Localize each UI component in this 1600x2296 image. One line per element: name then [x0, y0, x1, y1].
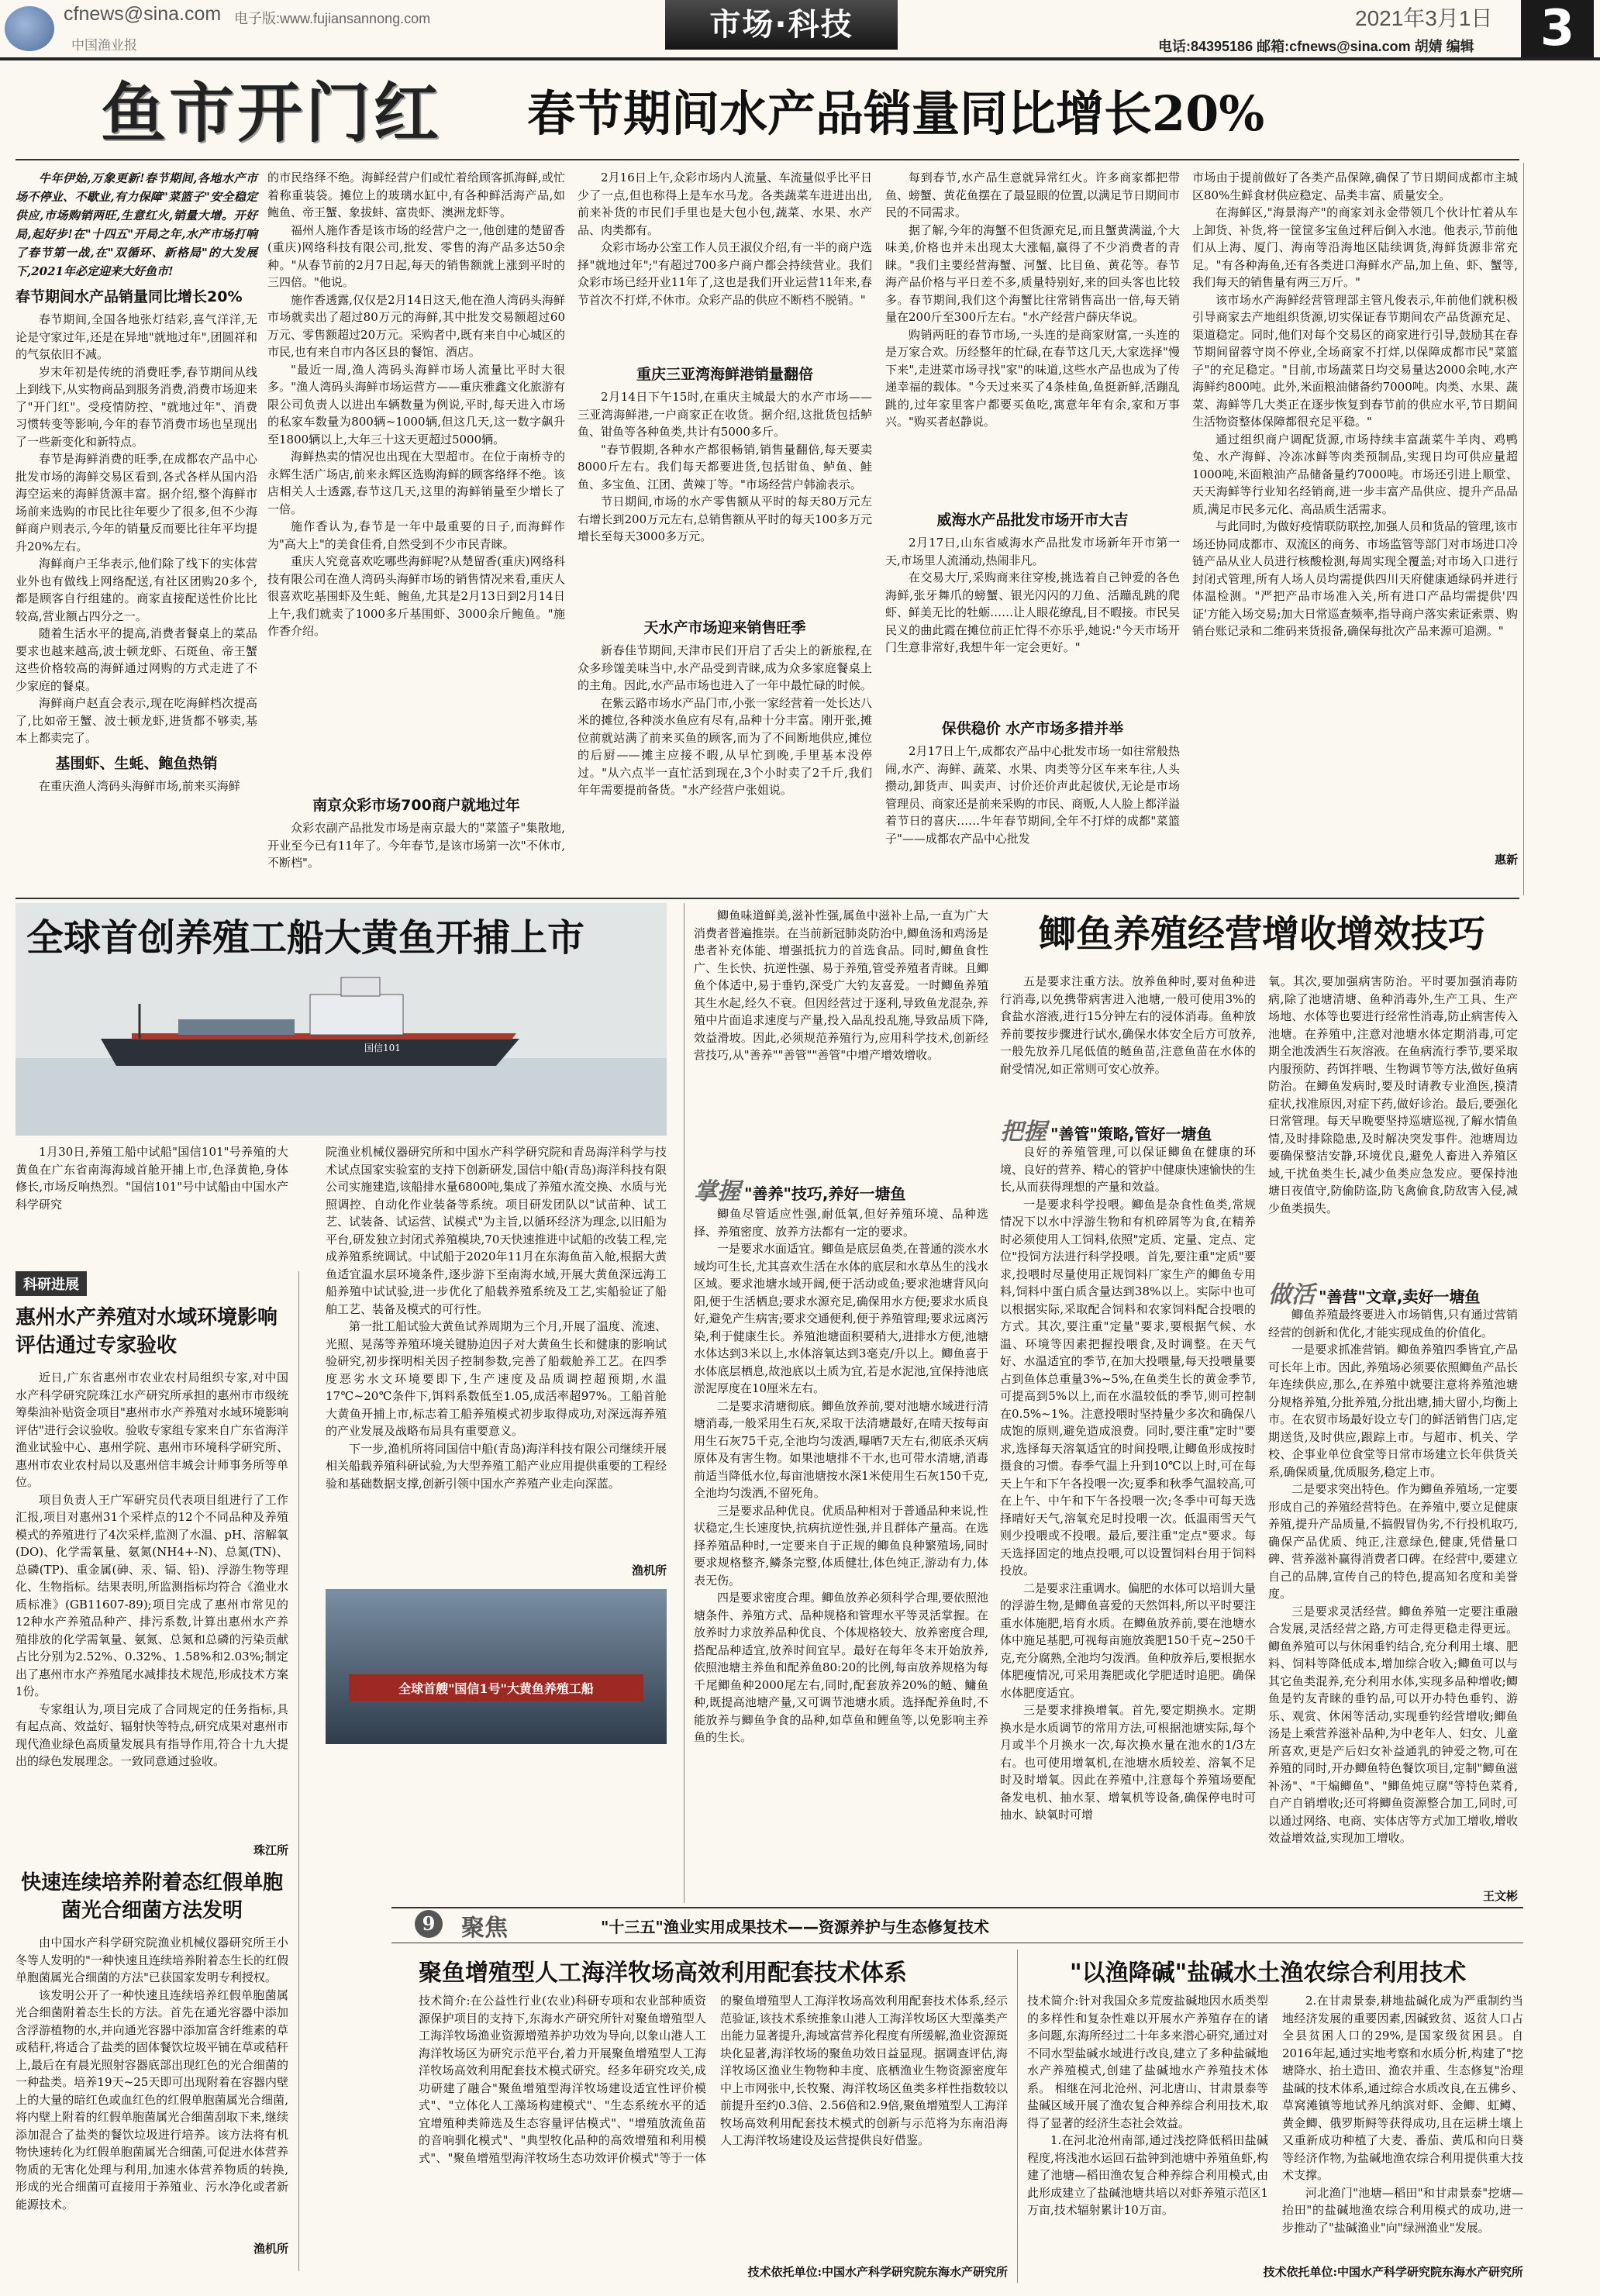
ranch-headline: 聚鱼增殖型人工海洋牧场高效利用配套技术体系: [419, 1960, 907, 1987]
paragraph: 海鲜商户王华表示,他们除了线下的实体营业外也有做线上网络配送,有社区团购20多个,都是顾客自行组建的。商家直接配送性价比比较高,营业额占四分之一。: [16, 557, 257, 623]
lead-subhead-4: 重庆三亚湾海鲜港销量翻倍: [636, 366, 813, 383]
saline-body: [1027, 1992, 1523, 2287]
lead-author: 惠新: [1494, 853, 1518, 867]
crucian-headline: 鲫鱼养殖经营增收增效技巧: [1039, 912, 1486, 956]
series-number: 9: [415, 1910, 443, 1938]
crucian-sec1-kicker: 掌握: [694, 1178, 740, 1205]
paragraph: 节日期间,市场的水产零售额从平时的每天80万元左右增长到200万元左右,总销售额从平时的每天100多万元增长至每天3000多万元。: [578, 495, 872, 543]
research-body-2: [16, 1934, 288, 2240]
paragraph: 每到春节,水产品生意就异常红火。许多商家都把带鱼、螃蟹、黄花鱼摆在了最显眼的位置,以满足节日期间市民的不同需求。: [885, 171, 1180, 219]
crucian-sec3-kicker: 做活: [1268, 1281, 1315, 1308]
crucian-author: 王文彬: [1482, 1889, 1518, 1903]
ranch-body: [419, 1992, 1008, 2287]
lead-body-4: [578, 169, 872, 358]
ship-banner-text: 全球首艘"国信1号"大黄鱼养殖工船: [349, 1674, 643, 1701]
lead-col-1: [16, 169, 257, 890]
paragraph: 市场由于提前做好了各类产品保障,确保了节日期间成都市主城区80%生鲜食材供应稳定、品类丰富、质量安全。: [1192, 171, 1518, 202]
paragraph: 近日,广东省惠州市农业农村局组织专家,对中国水产科学研究院珠江水产研究所承担的惠州市市级统筹柴油补贴资金项目"惠州市水产养殖对水域环境影响评估"进行会议验收。验收专家组专家来自广东省海洋渔业试验中心、惠州学院、惠州市环境科学研究所、惠州市农业农村局以及惠州信丰城会计师事务所等单位。: [16, 1370, 288, 1489]
lead-body-6: [578, 642, 872, 890]
paragraph: 海鲜热卖的情况也出现在大型超市。在位于南桥寺的永辉生活广场店,前来永辉区选购海鲜的顾客络绎不绝。该店相关人士透露,春节这几天,这里的海鲜销量至少增长了一倍。: [267, 450, 565, 516]
saline-headline: "以渔降碱"盐碱水土渔农综合利用技术: [1070, 1960, 1467, 1987]
ship-photo-2: [326, 1589, 667, 1744]
ranch-text: [419, 1992, 1008, 2263]
paragraph: 一是要求抓准营销。鲫鱼养殖四季皆宜,产品可长年上市。因此,养殖场必须要依照鲫鱼产品长年连续供应,那么,在养殖中就要注意将养殖池塘分规格养殖,分批养殖,分批出塘,捕大留小,均衡上市。在农贸市场最好设立专门的鲜活销售门店,定期送货,及时供应,跟踪上市。与超市、机关、学校、企事业单位食堂等日常市场建立长年供货关系,确保质量,优质服务,稳定上市。: [1268, 1343, 1518, 1479]
lead-body-4a: [267, 819, 565, 872]
lead-subhead-6: 威海水产品批发市场开市大吉: [936, 512, 1129, 529]
ship-body-text: [326, 1143, 667, 1562]
paragraph: 众彩市场办公室工作人员王淑仪介绍,有一半的商户选择"就地过年";"有超过700多户商户都会持续营业。我们众彩市场已经开业11年了,这也是我们开业运营11年来,春节首次不打烊,不休市。众彩产品的供应不断档不脱销。": [578, 240, 872, 307]
paragraph: 福州人施作香是该市场的经营户之一,他创建的楚留香(重庆)网络科技有限公司,批发、零售的海产品多达50余种。"从春节前的2月7日起,每天的销售额就上涨到平时的三四倍。"他说。: [267, 222, 565, 289]
crucian-sec3-body: [1268, 1306, 1518, 1887]
crucian-sec2-pre: [1000, 973, 1256, 1112]
paragraph: 该发明公开了一种快速且连续培养红假单胞菌属光合细菌附着态生长的方法。首先在通光容器中添加含浮游植物的水,并向通光容器中添加富含纤维素的草或秸秆,将适合了盐类的固体餐饮垃圾平铺在草或秸秆上,最后在有晨光照射容器底部出现红色的光合细菌的一种盐类。培养19天~25天即可出现附着在容器内壁上的大量的暗红色或血红色的红假单胞菌属光合细菌,将内壁上附着的红假单胞菌属光合细菌刮取下来,继续添加混合了盐类的餐饮垃圾进行培养。该方法将有机物快速转化为红假单胞菌属光合细菌,可促进水体营养物质的无害化处理与利用,加速水体营养物质的转换,形成的光合细菌可直接用于养殖业、污水净化或者新能源技术。: [16, 1987, 288, 2212]
lead-col-2: [267, 169, 565, 890]
paragraph: 三是要求品种优良。优质品种相对于普通品种来说,性状稳定,生长速度快,抗病抗逆性强,并且群体产量高。在选择养殖品种时,一定要来自于正规的鲫鱼良种繁殖场,同时要求规格整齐,鳞条完整,体质健壮,体色纯正,游动有力,体表无伤。: [694, 1503, 988, 1588]
page-number: 3: [1540, 0, 1575, 57]
paragraph: 2月16日上午,众彩市场内人流量、车流量似乎比平日少了一点,但也称得上是车水马龙。各类蔬菜车进进出出,前来补货的市民们手里也是大包小包,蔬菜、水果、水产品、肉类都有。: [578, 171, 872, 237]
crucian-col-1: [694, 1205, 988, 1911]
lead-col-3: [578, 169, 872, 890]
paragraph: 施作香透露,仅仅是2月14日这天,他在渔人湾码头海鲜市场就卖出了超过80万元的海鲜,其中批发交易额超过60万元、零售额超过20万元。采购者中,既有来自中心城区的市民,也有来自市内各区县的餐馆、酒店。: [267, 292, 565, 359]
page-number-box: [1521, 0, 1594, 57]
paragraph: 的市民络绎不绝。海鲜经营户们或忙着给顾客抓海鲜,或忙着称重装袋。摊位上的玻璃水缸中,有各种鲜活海产品,如鲍鱼、帝王蟹、象拔蚌、富贵虾、澳洲龙虾等。: [267, 171, 565, 219]
lead-headline: 春节期间水产品销量同比增长20%: [527, 85, 1265, 142]
research-headline-2: 快速连续培养附着态红假单胞菌光合细菌方法发明: [20, 1871, 283, 1922]
ship-author: 渔机所: [631, 1563, 667, 1577]
paragraph: "最近一周,渔人湾码头海鲜市场人流量比平时大很多。"渔人湾码头海鲜市场运营方——重庆雅鑫文化旅游有限公司负责人以进出车辆数量为例说,平时,每天进入市场的私家车数量为800辆~1000辆,但这几天,这一数字飙升至1800辆以上,大年三十这天更超过5000辆。: [267, 362, 565, 446]
paragraph: 2月17日,山东省威海水产品批发市场新年开市第一天,市场里人流涌动,热闹非凡。: [885, 536, 1180, 567]
lead-body-9a: [885, 743, 1180, 867]
crucian-sec2-kicker: 把握: [1000, 1119, 1047, 1146]
paragraph: 三是要求灵活经营。鲫鱼养殖一定要注重融合发展,灵活经营之路,方可走得更稳走得更远。鲫鱼养殖可以与休闲垂钓结合,充分利用土壤、肥料、饲料等降低成本,增加综合收入;鲫鱼可以与其它鱼类混养,充分利用水体,实现多品种增收;鲫鱼是钓友青睐的垂钓品,可以开办特色垂钓、游乐、观赏、休闲等活动,实现垂钓经营增收;鲫鱼汤是上乘营养滋补品种,为中老年人、妇女、儿童所喜欢,更是产后妇女补益通乳的钟爱之物,可在养殖的同时,开办鲫鱼特色餐饮项目,定制"鲫鱼滋补汤"、"干煸鲫鱼"、"鲫鱼炖豆腐"等特色菜肴,自产自销增收;还可将鲫鱼资源整合加工,同时,可以通过网络、电商、实体店等方式加工增收,增收效益增效益,实现加工增收。: [1268, 1604, 1518, 1845]
paragraph: 重庆人究竟喜欢吃哪些海鲜呢?从楚留香(重庆)网络科技有限公司在渔人湾码头海鲜市场的销售情况来看,重庆人很喜欢吃基围虾及生蚝、鲍鱼,尤其是2月13日到2月14日上午,我们就卖了1000多斤基围虾、3000余斤鲍鱼。"施作香介绍。: [267, 554, 565, 638]
research-headline-1: 惠州水产养殖对水域环境影响评估通过专家验收: [16, 1306, 278, 1357]
lead-headline-rule: [16, 159, 1519, 160]
paragraph: 技术简介:针对我国众多荒废盐碱地因水质类型的多样性和复杂性难以开展水产养殖存在的诸多问题,东海所经过二十年多来潜心研究,通过对不同水型盐碱水域进行改良,建立了多种盐碱地水产养殖模式,创建了盐碱地水产养殖技术体系。 相继在河北沧州、河北唐山、甘肃景泰等盐碱区域开展了渔农复合种养综合利用技术,取得了显著的经济生态社会效益。: [1027, 1994, 1268, 2130]
lead-subhead-3: 南京众彩市场700商户就地过年: [312, 797, 520, 814]
lead-subhead-1: 春节期间水产品销量同比增长20%: [16, 288, 243, 305]
paragraph: 海鲜商户赵直会表示,现在吃海鲜档次提高了,比如帝王蟹、波士顿龙虾,进货都不够卖,基本上都卖完了。: [16, 696, 257, 745]
paragraph: 随着生活水平的提高,消费者餐桌上的菜品要求也越来越高,波士顿龙虾、石斑鱼、帝王蟹这些价格较高的海鲜通过网购的方式走进了不少家庭的餐桌。: [16, 626, 257, 693]
research-tag: [16, 1271, 288, 1295]
crucian-sec2-title: "善管"策略,管好一塘鱼: [1050, 1125, 1212, 1143]
lead-body-8: [885, 534, 1180, 712]
saline-text: [1027, 1992, 1523, 2263]
paragraph: 二是要求注重调水。偏肥的水体可以培训大量的浮游生物,是鲫鱼喜爱的天然饵料,所以平时要注重水体施肥,培育水质。在鲫鱼放养前,要在池塘水体中施足基肥,可视每亩施放粪肥150千克~250千克,充分腐熟,全池均匀泼洒。鱼种放养后,要根据水体肥瘦情况,可采用粪肥或化学肥适时追肥。确保水体肥度适宜。: [1000, 1581, 1256, 1700]
lead-col-5: [1192, 169, 1518, 890]
paragraph: 岁末年初是传统的消费旺季,春节期间从线上到线下,从实物商品到服务消费,消费市场迎来了"开门红"。受疫情防控、"就地过年"、消费习惯转变等影响,今年的春节消费市场也呈现出了一些新变化和新特点。: [16, 364, 257, 449]
crucian-col-2: [1000, 973, 1256, 1911]
paragraph: 二是要求清塘彻底。鲫鱼放养前,要对池塘水域进行清塘消毒,一般采用生石灰,采取干法清塘最好,在晴天按每亩用生石灰75千克,全池均匀泼洒,曝晒7天左右,彻底杀灭病原体及有害生物。如果池塘排不干水,也可带水清塘,消毒前适当降低水位,每亩池塘按水深1米使用生石灰150千克,全池均匀泼洒,不留死角。: [694, 1398, 988, 1500]
issue-date: 2021年3月1日: [1355, 6, 1493, 30]
paragraph: 良好的养殖管理,可以保证鲫鱼在健康的环境、良好的营养、精心的管护中健康快速愉快的生长,从而获得理想的产量和效益。: [1000, 1145, 1256, 1194]
series-banner: [391, 1907, 1523, 1943]
paragraph: 新春佳节期间,天津市民们开启了舌尖上的新旅程,在众多珍馐美味当中,水产品受到青睐,成为众多家庭餐桌上的主角。因此,水产品市场也进入了一年中最忙碌的时候。: [578, 643, 872, 692]
paragraph: 鲫鱼尽管适应性强,耐低氧,但好养殖环境、品种选择、养殖密度、放养方法都有一定的要求。: [694, 1207, 988, 1239]
lead-body-7: [885, 169, 1180, 504]
masthead-email: cfnews@sina.com: [64, 3, 222, 25]
research-author-1: 珠江所: [253, 1843, 288, 1857]
paragraph: 2.在甘肃景泰,耕地盐碱化成为严重制约当地经济发展的重要因素,因碱致贫、返贫人口占全县贫困人口的29%,是国家级贫困县。自2016年起,通过实地考察和水质分析,构建了"挖塘降水、抬土造田、渔农并重、生态修复"治理盐碱的技术体系,通过综合水质改良,在五佛乡、草窝滩镇等地试养凡纳滨对虾、金鲫、虹鳟、黄金鲫、俄罗斯鲟等获得成功,且在运耕土壤上又重新成功种植了大麦、番茄、黄瓜和向日葵等经济作物,为盐碱地渔农综合利用提供重大技术支撑。: [1282, 1994, 1523, 2182]
paragraph: 院渔业机械仪器研究所和中国水产科学研究院和青岛海洋科学与技术试点国家实验室的支持下创新研发,国信中船(青岛)海洋科技有限公司实施建造,该船排水量6800吨,集成了养殖水流交换、水质与光照调控、自动化作业装备等系统。项目研发团队以"试苗种、试工艺、试装备、试运营、试模式"为主旨,以循环经济为理念,以旧船为平台,研发独立封闭式养殖模块,70天快速推进中试船的改装工程,完成养殖系统调试。中试船于2020年11月在东海鱼苗入舱,根据大黄鱼适宜温水层环境条件,逐步游下至南海水域,开展大黄鱼深远海工船养殖中试试验,进一步优化了船载养殖系统及工艺,实船验证了船舶工艺、装备及模式的可行性。: [326, 1145, 667, 1316]
crucian-intro: [694, 907, 988, 1170]
paragraph: 第一批工船试验大黄鱼试养周期为三个月,开展了温度、流速、光照、晃荡等养殖环境关键胁迫因子对大黄鱼生长和健康的影响试验研究,初步探明相关因子控制参数,完善了船载舱养工艺。在四季度恶劣水文环境要即下,生产速度及品质调控超预期,水温17℃~20℃条件下,饵料系数低至1.05,成活率超97%。工船首舱大黄鱼开捕上市,标志着工船养殖模式初步取得成功,对深远海养殖的产业发展及战略布局具有重要意义。: [326, 1319, 667, 1438]
section-banner: [665, 0, 898, 50]
paragraph: 五是要求注重方法。放养鱼种时,要对鱼种进行消毒,以免携带病害进入池塘,一般可使用3%的食盐水溶液,进行15分钟左右的浸体消毒。鱼种放养前要按步骤进行试水,确保水体安全后方可放养,一般先放养几尾低值的鲢鱼苗,注意鱼苗在水体的耐受情况,如正常则可安心放养。: [1000, 974, 1256, 1076]
paragraph: 鲫鱼味道鲜美,滋补性强,属鱼中滋补上品,一直为广大消费者普遍推崇。在当前新冠肺炎防治中,鲫鱼汤和鸡汤是患者补充体能、增强抵抗力的首选食品。同时,鲫鱼食性广、生长快、抗逆性强、易于养殖,管受养殖者青睐。且鲫鱼个体适中,易于垂钓,深受广大钓友喜爱。一时鲫鱼养殖其生水起,经久不衰。但因经营过于逐利,导致鱼龙混杂,养殖中片面追求速度与产量,投入品乱投乱施,导致品质下降,效益滑坡。因此,必须规范养殖行为,应用科学技术,创新经营技巧,从"善养""善管""善管"中增产增效增收。: [694, 908, 988, 1062]
ship-headline: 全球首创养殖工船大黄鱼开捕上市: [26, 916, 585, 960]
masthead-website: 电子版:www.fujiansannong.com: [234, 11, 431, 26]
column-divider: [1523, 163, 1524, 895]
column-divider: [1017, 1950, 1018, 2283]
paragraph: 该市场水产海鲜经营管理部主管凡俊表示,年前他们就积极引导商家去产地组织货源,切实保证春节期间农产品货源充足、渠道稳定。同时,他们对每个交易区的商家进行引导,鼓励其在春节期间留蓉守岗不停业,全场商家不打烊,以保障成都市民"菜篮子"的充足稳定。"目前,市场蔬菜日均交易量达2000余吨,水产海鲜约800吨。此外,米面粮油储备约7000吨。肉类、水果、蔬菜、海鲜等几大类正在逐步恢复到春节前的供应水平,节日期间生活物资整体保障都很充足平稳。": [1192, 292, 1518, 429]
research-tag-label: 科研进展: [16, 1271, 87, 1296]
paragraph: 一是要求水面适宜。鲫鱼是底层鱼类,在普通的淡水水域均可生长,尤其喜欢生活在水体的底层和水草丛生的浅水区域。要求池塘水域开阔,便于活动或鱼;要求池塘背风向阳,便于生活栖息;要求水源充足,确保用水方便;要求水质良好,避免产生病害;要求交通便利,便于养殖管理;要求远离污染,利于健康生长。养殖池塘面积要稍大,进排水方便,池塘水体达到3米以上,水体溶氧达到3毫克/升以上。鲫鱼喜于水体底层栖息,故池底以土质为宜,若是水泥池,宜保持池底淤泥厚度在10厘米左右。: [694, 1242, 988, 1395]
paragraph: 春节是海鲜消费的旺季,在成都农产品中心批发市场的海鲜交易区看到,各式各样从国内沿海空运来的海鲜货源丰富。据介绍,整个海鲜市场前来选购的市民比往年要少了很多,但不少海鲜商户则表示,今年的销量反而要比往年平均提升20%左右。: [16, 452, 257, 553]
masthead-rule: [0, 57, 1600, 60]
crucian-col-3: [1268, 973, 1518, 1911]
ship-body: [326, 1143, 667, 1581]
series-word: 聚焦: [461, 1915, 508, 1942]
crucian-sec1-header: [694, 1172, 988, 1203]
section-rule: [16, 898, 1519, 899]
ship-illustration: [16, 903, 667, 1136]
paragraph: 通过组织商户调配货源,市场持续丰富蔬菜牛羊肉、鸡鸭兔、水产海鲜、冷冻冰鲜等肉类预制品,实现日均可供应量超1000吨,米面粮油产品储备量约7000吨。市场还引进上顺堂、天天海鲜等行业知名经销商,进一步丰富产品供应、提升产品品质,满足市民多元化、高品质生活需求。: [1192, 432, 1518, 516]
research-body-1: [16, 1369, 288, 1842]
crucian-sec2-body: [1000, 1143, 1256, 1903]
paragraph: 下一步,渔机所将同国信中船(青岛)海洋科技有限公司继续开展相关船载养殖科研试验,为大型养殖工船产业应用提供重要的工程经验和基础数据支撑,创新引领中国水产养殖产业走向深蓝。: [326, 1441, 667, 1491]
paragraph: 众彩农副产品批发市场是南京最大的"菜篮子"集散地,开业至今已有11年了。今年春节,是该市场第一次"不休市,不断档"。: [267, 821, 565, 870]
crucian-sec1-body: [694, 1205, 988, 1911]
lead-body-9: [1192, 169, 1518, 851]
crucian-sec3-header: [1268, 1275, 1518, 1306]
column-divider: [298, 1271, 299, 2271]
paragraph: 2月17日上午,成都农产品中心批发市场一如往常般热闹,水产、海鲜、蔬菜、水果、肉类等分区车来车往,人头攒动,卸货声、叫卖声、讨价还价声此起彼伏,无论是市场管理员、商家还是前来采购的市民、商贩,人人脸上都洋溢着节日的喜庆……牛年春节期间,全年不打烊的成都"菜篮子"——成都农产品中心批发: [885, 744, 1180, 846]
paragraph: 三是要求排换增氧。首先,要定期换水。定期换水是水质调节的常用方法,可根据池塘实际,每个月或半个月换水一次,每次换水量在池水的1/3左右。也可使用增氧机,在池塘水质较差、溶氧不足时及时增氧。因此在养殖中,注意每个养殖场要配备发电机、抽水泵、增氧机等设备,确保停电时可抽水、缺氧时可增: [1000, 1703, 1256, 1822]
lead-subhead-5: 天水产市场迎来销售旺季: [643, 619, 806, 636]
ship-name-label: 国信101: [364, 1043, 401, 1053]
paragraph: 春节期间,全国各地张灯结彩,喜气洋洋,无论是守家过年,还是在异地"就地过年",团圆祥和的气氛依旧不减。: [16, 312, 257, 361]
series-text: "十三五"渔业实用成果技术——资源养护与生态修复技术: [601, 1918, 989, 1936]
paragraph: 与此同时,为做好疫情联防联控,加强人员和货品的管理,该市场还协同成都市、双流区的商务、市场监管等部门对市场进口冷链产品从业人员进行核酸检测,每周实现全覆盖;对市场入口进行封闭式管理,所有人场人员均需提供四川天府健康通绿码并进行体温检测。"严把产品市场准入关,所有进口产品均需提供'四证'方能入场交易;加大日常巡查频率,指导商户落实索证索票、购销台账记录和二维码来货报备,确保每批次产品来源可追溯。": [1192, 519, 1518, 638]
section-title: 市场·科技: [709, 7, 853, 43]
paragraph: 氧。其次,要加强病害防治。平时要加强消毒防病,除了池塘清塘、鱼种消毒外,生产工具、生产场地、水体等也要进行经常性消毒,防止病害传入池塘。在养殖中,注意对池塘水体定期消毒,可定期全池泼洒生石灰溶液。在鱼病流行季节,要采取内服预防、药饵拌喂、生物调节等方法,做好鱼病防治。在鲫鱼发病时,要及时请教专业渔医,摸清症状,找准原因,对症下药,做好诊治。最后,要强化日常管理。每天早晚要坚持巡塘巡视,了解水情鱼情,及时排除隐患,及时解决突发事件。池塘周边要确保整洁安静,环境优良,避免人畜进入养殖区域,干扰鱼类生长,减少鱼类应急发应。要保持池塘日夜值守,防偷防盗,防飞禽偷食,防敌害入侵,减少鱼类损失。: [1268, 974, 1518, 1215]
ship-lead-paragraph: [16, 1143, 288, 1213]
crucian-sec3-title: "善营"文章,卖好一塘鱼: [1319, 1288, 1481, 1306]
paragraph: 1月30日,养殖工船中试船"国信101"号养殖的大黄鱼在广东省南海海域首舱开捕上市,色泽黄艳,身体修长,市场反响热烈。"国信101"号中试船由中国水产科学研究: [16, 1145, 288, 1212]
crucian-intro-text: [694, 907, 988, 1064]
paragraph: 二是要求突出特色。作为鲫鱼养殖场,一定要形成自己的养殖经营特色。在养殖中,要立足健康养殖,提升产品质量,不搞假冒伪劣,不行投机取巧,确保产品优质、纯正,注意绿色,健康,凭借量口碑、营养滋补赢得消费者口碑。在经营中,要建立自己的品牌,宣传自己的特色,提高知名度和美誉度。: [1268, 1482, 1518, 1601]
paragraph: 鲫鱼养殖最终要进入市场销售,只有通过营销经营的创新和优化,才能实现成鱼的价值化。: [1268, 1308, 1518, 1339]
masthead-paper-name: 中国渔业报: [71, 38, 137, 53]
lead-subhead-7: 保供稳价 水产市场多措并举: [941, 720, 1124, 737]
paragraph: 购销两旺的春节市场,一头连的是商家财富,一头连的是万家合欢。历经整年的忙碌,在春节这几天,大家选择"慢下来",走进菜市场寻找"家"的味道,这些水产品也成为了传递幸福的载体。"今天过来买了4条桂鱼,鱼挺新鲜,活蹦乱跳的,过年家里客户都要买鱼吃,寓意年年有余,家和万事兴。"购买者赵静说。: [885, 327, 1180, 429]
paper-logo-icon: [5, 6, 54, 51]
lead-body-5: [578, 388, 872, 612]
ship-lead-text: [16, 1143, 288, 1267]
paragraph: 在交易大厅,采购商来往穿梭,挑选着自己钟爱的各色海鲜,张牙舞爪的螃蟹、银光闪闪的刀鱼、活蹦乱跳的爬虾、鲜美无比的牡蛎……让人眼花缭乱,目不暇接。市民吴民义的曲此霞在摊位前正忙得不亦乐乎,她说:"今天市场开门生意非常好,我想牛年一定会更好。": [885, 571, 1180, 654]
research-author-2: 渔机所: [253, 2242, 288, 2256]
paragraph: 在重庆渔人湾码头海鲜市场,前来买海鲜: [39, 778, 240, 793]
paragraph: 由中国水产科学研究院渔业机械仪器研究所王小冬等人发明的"一种快速且连续培养附着态生长的红假单胞菌属光合细菌的方法"已获国家发明专利授权。: [16, 1936, 288, 1984]
lead-intro: 牛年伊始,万象更新!春节期间,各地水产市场不停业、不歇业,有力保障"菜篮子"安全稳定供应,市场购销两旺,生意红火,销量大增。开好局,起好步!在"十四五"开局之年,水产市场打响了春节第一战,在"双循环、新格局"的大发展下,2021年必定迎来大好鱼市!: [16, 171, 257, 278]
paragraph: 专家组认为,项目完成了合同规定的任务指标,具有起点高、效益好、辐射快等特点,研究成果对惠州市现代渔业绿色高质量发展具有指导作用,符合十九大提出的绿色发展理念。一致同意通过验收。: [16, 1701, 288, 1768]
crucian-sec1-title: "善养"技巧,养好一塘鱼: [744, 1184, 906, 1203]
research-box: [16, 1296, 288, 2273]
lead-kicker: 鱼市开门红: [101, 75, 443, 151]
lead-body-2: [16, 777, 257, 795]
paragraph: 施作香认为,春节是一年中最重要的日子,而海鲜作为"高大上"的美食佳肴,自然受到不少市民青睐。: [267, 519, 565, 551]
lead-body-3: [267, 169, 565, 789]
masthead: [0, 0, 1600, 58]
lead-body-1: [16, 311, 257, 747]
crucian-sec3-pre: [1268, 973, 1518, 1275]
paragraph: "春节假期,各种水产都很畅销,销售量翻倍,每天要卖8000斤左右。我们每天都要进货,包括钳鱼、鲈鱼、鲑鱼、多宝鱼、江团、黄辣丁等。"市场经营户韩渝表示。: [578, 442, 872, 491]
crucian-sec2-header: [1000, 1112, 1256, 1146]
paragraph: 四是要求密度合理。鲫鱼放养必须科学合理,要依照池塘条件、养殖方式、品种规格和管理水平等灵活掌握。在放养时力求放养品种优良、个体规格较大、放养密度合理,搭配品种适宜,放养时间宜早。最好在每年冬末开始放养,依照池塘主养鱼和配养鱼80:20的比例,每亩放养规格为每千尾鲫鱼种2000尾左右,同时,配套放养20%的鲢、鳙鱼种,既提高池塘产量,又可调节池塘水质。选择配养鱼时,不能放养与鲫鱼争食的品种,如草鱼和鲤鱼等,以免影响主养鱼的生长。: [694, 1591, 988, 1744]
paragraph: 1.在河北沧州南部,通过浅挖降低稻田盐碱程度,将浅池水运回石盐钟到池塘中养殖鱼虾,构建了池塘—稻田渔农复合种养综合利用模式,由此形成建立了盐碱池塘共培以对虾养殖示范区1万亩,技术辐射累计10万亩。: [1027, 2133, 1268, 2217]
paragraph: 在紫云路市场水产品门市,小张一家经营着一处长达八米的摊位,各种淡水鱼应有尽有,品种十分丰富。刚开张,摊位前就站满了前来买鱼的顾客,而为了不间断地供应,摊位的后厨——摊主应接不暇,从早忙到晚,手里基本没停过。"从六点半一直忙活到现在,3个小时卖了2千斤,我们年年需要提前备货。"水产经营户张姐说。: [578, 695, 872, 797]
lead-subhead-2: 基围虾、生蚝、鲍鱼热销: [55, 754, 218, 772]
paragraph: 一是要求科学投喂。鲫鱼是杂食性鱼类,常规情况下以水中浮游生物和有机碎屑等为食,在精养时必须使用人工饲料,依照"定质、定量、定点、定位"投饲方法进行科学投喂。首先,要注重"定质"要求,投喂时尽量使用正规饲料厂家生产的鲫鱼专用料,饲料中蛋白质含量达到38%以上。实际中也可以根据实际,采取配合饲料和农家饲料配合投喂的方式。其次,要注重"定量"要求,要根据气候、水温、环境等因素把握投喂食,及时调整。在天气好、水温适宜的季节,在加大投喂量,每天投喂量要占到鱼体总重量3%~5%,在鱼类生长的黄金季节,可提高到5%以上,而在水温较低的季节,则可控制在0.5%~1%。注意投喂时坚持量少多次和确保八成饱的原则,避免造成浪费。同时,要注重"定时"要求,选择每天溶氧适宜的时间投喂,让鲫鱼形成按时摄食的习惯。春季气温上升到10℃以上时,可在每天上午和下午各投喂一次;夏季和秋季气温较高,可在上午、中午和下午各投喂一次;冬季中可每天选择晴好天气,溶氧充足时投喂一次。低温雨雪天气则少投喂或不投喂。最后,要注重"定点"要求。每天选择固定的地点投喂,可以设置饲料台用于饲料投放。: [1000, 1197, 1256, 1577]
ranch-unit: 技术依托单位:中国水产科学研究院东海水产研究所: [747, 2265, 1008, 2279]
paragraph: 2月14日下午15时,在重庆主城最大的水产市场——三亚湾海鲜港,一户商家正在收货。据介绍,这批货包括鲈鱼、钳鱼等各种鱼类,共计有5000多斤。: [578, 390, 872, 439]
ship-photo: [16, 903, 667, 1136]
lead-col-4: [885, 169, 1180, 890]
page-contact: 电话:84395186 邮箱:cfnews@sina.com 胡婧 编辑: [1158, 39, 1474, 54]
paragraph: 据了解,今年的海蟹不但货源充足,而且蟹黄满溢,个大味美,价格也并未出现太大涨幅,赢得了不少消费者的青睐。"我们主要经营海蟹、河蟹、比目鱼、黄花等。春节海产品价格与平日差不多,质量特别好,来的回头客也比较多。春节期间,我们这个海蟹比往常销售高出一倍,每天销量在200斤至300斤左右。"水产经营户薛庆华说。: [885, 222, 1180, 324]
paragraph: 在海鲜区,"海景海产"的商家刘永金带领几个伙计忙着从车上卸货、补货,将一筐筐多宝鱼过秤后倒入水池。他表示,节前他们从上海、厦门、海南等沿海地区陆续调货,海鲜货源非常充足。"有各种海鱼,还有各类进口海鲜水产品,加上鱼、虾、蟹等,我们每天的销售量有两三万斤。": [1192, 205, 1518, 289]
saline-unit: 技术依托单位:中国水产科学研究院东海水产研究所: [1263, 2265, 1523, 2279]
paragraph: 河北渔门"池塘—稻田"和甘肃景泰"挖塘—抬田"的盐碱地渔农综合利用模式的成功,进一步推动了"盐碱渔业"向"绿洲渔业"发展。: [1282, 2185, 1523, 2235]
paragraph: 项目负责人王广军研究员代表项目组进行了工作汇报,项目对惠州31个采样点的12个不同品种及养殖模式的养殖进行了4次采样,监测了水温、pH、溶解氧(DO)、化学需氧量、氨氮(NH4+-N)、总氮(TN)、总磷(TP)、重金属(砷、汞、镉、铅)、浮游生物等理化、生物指标。结果表明,所监测指标均符合《渔业水质标准》(GB11607-89);项目完成了惠州市常见的12种水产养殖品种产、排污系数,计算出惠州水产养殖排放的化学需氧量、氨氮、总氮和总磷的污染贡献占比分别为2.52%、0.32%、1.58%和2.03%;制定出了惠州市水产养殖尾水减排技术规范,形成技术方案1份。: [16, 1492, 288, 1698]
paragraph: 技术简介:在公益性行业(农业)科研专项和农业部种质资源保护项目的支持下,东海水产研究所针对聚鱼增殖型人工海洋牧场渔业资源增殖养护功效为导向,以象山港人工海洋牧场区为研究示范平台,着力开展聚鱼增殖型人工海洋牧场高效利用配套技术模式研究。经多年研究攻关,成功研建了融合"聚鱼增殖型海洋牧场建设适宜性评价模式"、"立体化人工藻场构建模式"、"生态系统水平的适宜增殖种类筛选及生态容量评估模式"、"增殖放流鱼苗的音响驯化模式"、"典型牧化品种的高效增殖和利用模式"、"聚鱼增殖型海洋牧场生态功效评价模式"等于一体的聚鱼增殖型人工海洋牧场高效利用配套技术体系,经示范验证,该技术系统推象山港人工海洋牧场区大型藻类产出能力显著提升,海域富营养化程度有所缓解,渔业资源斑块化显著,海洋牧场的聚鱼功效日益显现。据调查评估,海洋牧场区渔业生物物种丰度、底栖渔业生物资源密度年中上市网张中,长牧聚、海洋牧场区鱼类多样性指数较以前提升至约0.3倍、2.56倍和2.9倍,聚鱼增殖型人工海洋牧场高效利用配套技术模式的创新与示范将为东南沿海人工海洋牧场建设及运营提供良好借鉴。: [419, 1994, 1008, 2165]
